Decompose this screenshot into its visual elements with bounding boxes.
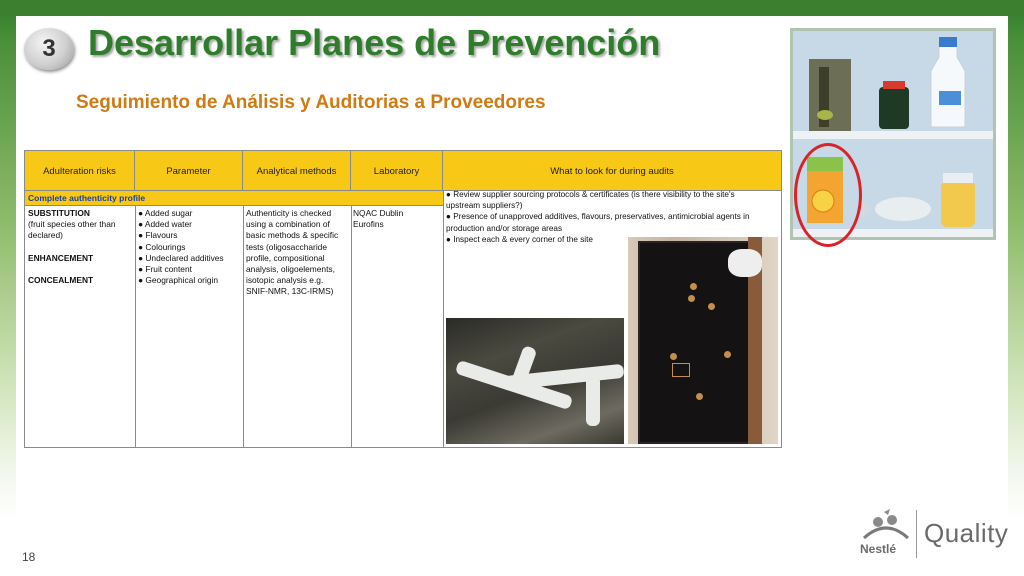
- jar-lid: [883, 81, 905, 89]
- floor-pipes-photo: [446, 318, 624, 444]
- method-line: profile, compositional: [246, 252, 325, 263]
- milk-bottle-icon: [931, 45, 965, 127]
- shelf-board: [793, 131, 993, 139]
- door-bolt: [690, 283, 697, 290]
- highlight-circle: [794, 143, 862, 247]
- audit-point: production and/or storage areas: [446, 223, 563, 233]
- step-number: 3: [42, 35, 56, 62]
- method-line: basic methods & specific: [246, 230, 339, 241]
- parameter-item: ● Added sugar: [138, 208, 193, 218]
- risk-cell: [28, 208, 134, 286]
- parameter-item: ● Colourings: [138, 241, 186, 252]
- parameter-item: ● Flavours: [138, 230, 178, 241]
- header-adulteration-risks: Adulteration risks: [25, 151, 135, 191]
- risk-substitution-detail: (fruit species other than: [28, 219, 116, 230]
- jar-icon: [879, 87, 909, 129]
- parameter-cell: [138, 208, 242, 286]
- risk-concealment: CONCEALMENT: [28, 275, 94, 286]
- brand-logo: [860, 508, 1010, 562]
- laboratory-item: Eurofins: [353, 219, 384, 230]
- method-line: SNIF-NMR, 13C-IRMS): [246, 286, 334, 297]
- method-line: Authenticity is checked: [246, 208, 332, 218]
- fish-icon: [875, 197, 931, 221]
- can-icon: [809, 59, 851, 131]
- parameter-item: ● Undeclared additives: [138, 252, 224, 263]
- milk-cap: [939, 37, 957, 47]
- audit-point: ● Presence of unapproved additives, flavours, preservatives, antimicrobial agents in: [446, 212, 750, 222]
- profile-label: Complete authenticity profile: [28, 193, 146, 203]
- parameter-item: ● Fruit content: [138, 264, 192, 275]
- fish-tail: [861, 199, 873, 219]
- door-latch: [672, 363, 690, 377]
- honey-lid: [943, 173, 973, 183]
- laboratory-item: NQAC Dublin: [353, 208, 404, 218]
- header-laboratory: Laboratory: [351, 151, 443, 191]
- door-bolt: [688, 295, 695, 302]
- milk-label: [939, 91, 961, 105]
- audit-point: ● Review supplier sourcing protocols & certificates (is there visibility to the site's: [446, 190, 735, 199]
- glove-hand: [728, 249, 762, 277]
- parameter-item: ● Added water: [138, 219, 192, 230]
- page-number: 18: [22, 550, 36, 564]
- method-line: analysis, oligoelements,: [246, 264, 335, 275]
- table-header-row: [25, 151, 781, 191]
- audit-point: ● Inspect each & every corner of the site: [446, 234, 593, 244]
- column-divider: [135, 206, 136, 447]
- audit-point: upstream suppliers?): [446, 201, 523, 211]
- door-bolt: [670, 353, 677, 360]
- brand-separator: [916, 510, 917, 558]
- method-line: using a combination of: [246, 219, 330, 230]
- risk-enhancement: ENHANCEMENT: [28, 252, 94, 263]
- door-bolt: [724, 351, 731, 358]
- laboratory-cell: [353, 208, 441, 230]
- profile-row: [25, 191, 443, 206]
- column-divider: [243, 206, 244, 447]
- header-analytical-methods: Analytical methods: [243, 151, 351, 191]
- door-bolt: [696, 393, 703, 400]
- honey-jar-icon: [941, 181, 975, 227]
- top-green-band: [0, 0, 1024, 16]
- door-bolt: [708, 303, 715, 310]
- page-title: Desarrollar Planes de Prevención: [88, 22, 661, 63]
- nestle-nest-logo-icon: [860, 508, 912, 542]
- methods-cell: [246, 208, 350, 298]
- storage-door-photo: [628, 237, 778, 444]
- step-badge: [24, 28, 74, 70]
- header-audit-points: What to look for during audits: [550, 165, 674, 177]
- page-subtitle: Seguimiento de Análisis y Auditorias a Proveedores: [76, 92, 546, 113]
- nestle-logo-text: Nestlé: [860, 542, 897, 556]
- risk-substitution: SUBSTITUTION: [28, 208, 90, 218]
- header-parameter: Parameter: [135, 151, 243, 191]
- method-line: tests (oligosaccharide: [246, 241, 327, 252]
- parameter-item: ● Geographical origin: [138, 275, 219, 286]
- quality-wordmark: Quality: [924, 518, 1009, 548]
- column-divider: [443, 191, 444, 447]
- pipe-shape: [586, 376, 600, 426]
- column-divider: [351, 206, 352, 447]
- method-line: isotopic analysis e.g.: [246, 275, 324, 286]
- can-leaf: [817, 110, 833, 120]
- risk-substitution-detail: declared): [28, 230, 63, 241]
